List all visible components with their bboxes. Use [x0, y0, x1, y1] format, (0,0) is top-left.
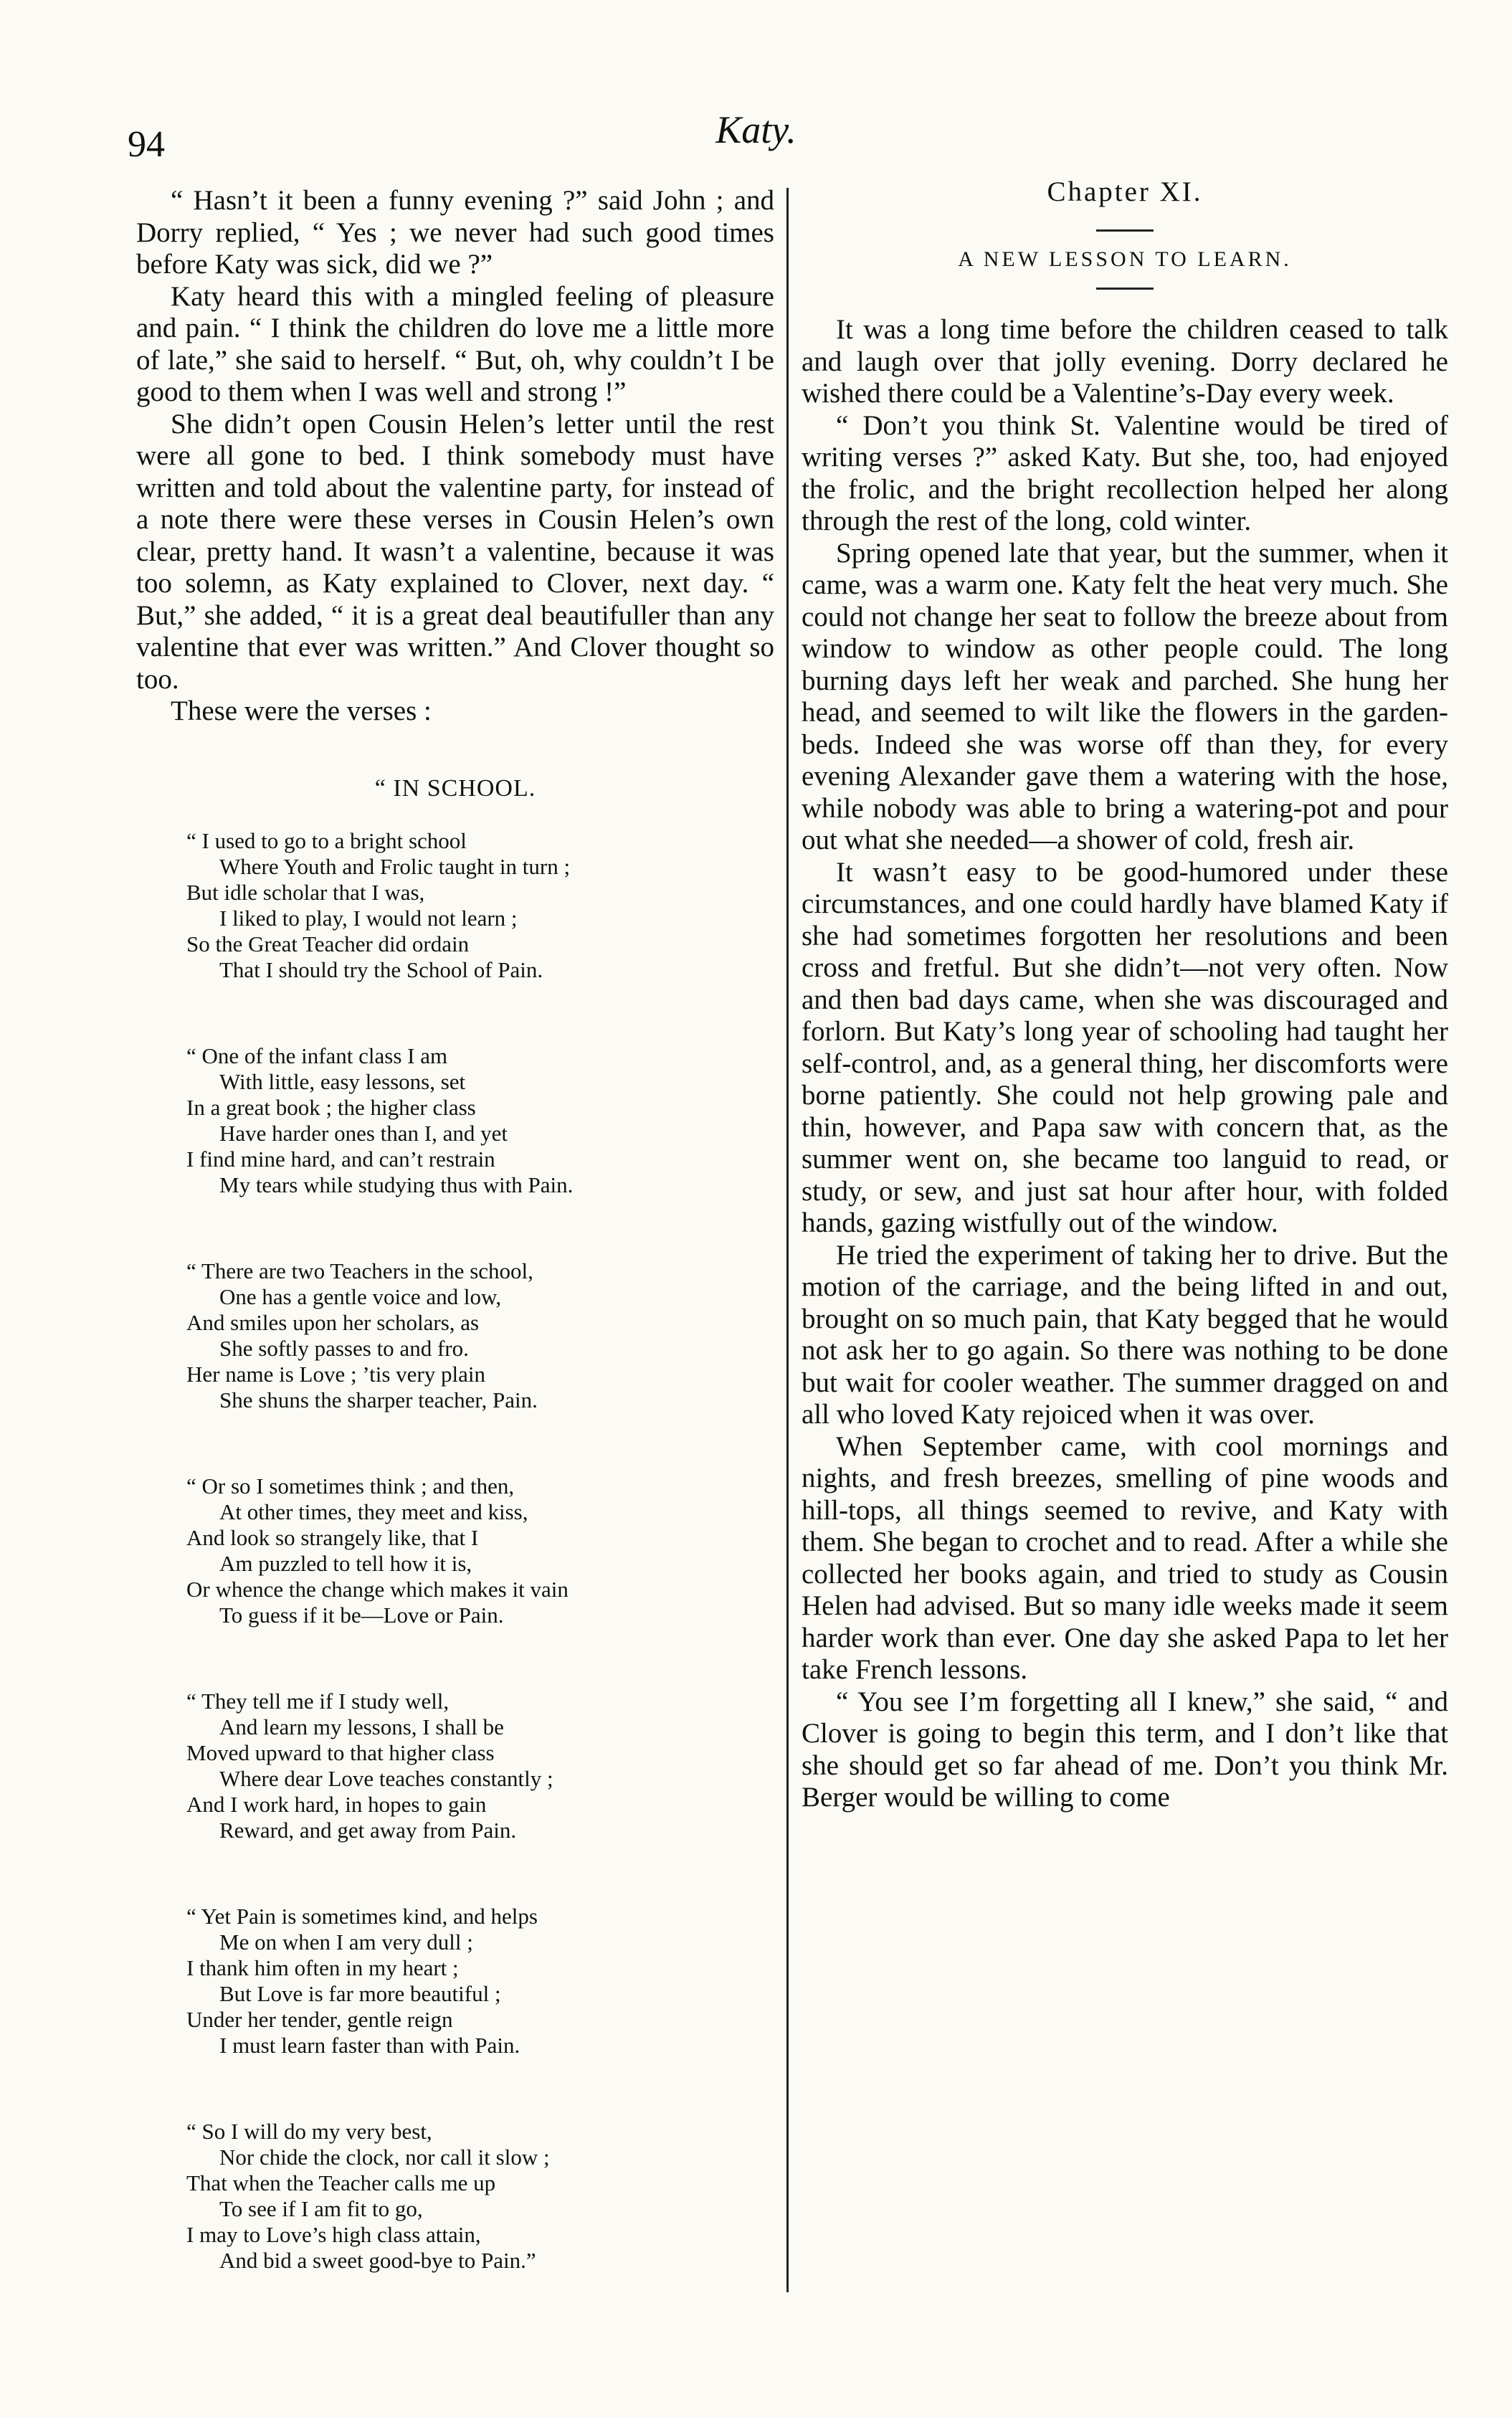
paragraph: It wasn’t easy to be good-humored under these circumstances, and one could hardly have blamed Katy if she had sometimes forgotten her resolutions and been cross and fretful. But she didn’t—not very often. Now and then bad days came, when she was discouraged and forlorn. But Katy’s long year of schooling had taught her self-control, and, as a general thing, her discomforts were borne patiently. She could not help growing pale and thin, however, and Papa saw with concern that, as the summer went on, she became too languid to read, or study, or sew, and just sat hour after hour, with folded hands, gazing wistfully out of the window. — [802, 856, 1448, 1238]
paragraph: “ You see I’m forgetting all I knew,” she said, “ and Clover is going to begin this term, and I don’t like that she should get so far ahead of me. Don’t you think Mr. Berger would be willing to come — [802, 1686, 1448, 1813]
poem-title: “ IN SCHOOL. — [374, 774, 536, 802]
poem-line: Her name is Love ; ’tis very plain — [186, 1361, 485, 1387]
poem-line: Moved upward to that higher class — [186, 1739, 495, 1765]
stanza — [186, 1043, 774, 1198]
left-column — [136, 185, 774, 2274]
poem-line: But idle scholar that I was, — [186, 879, 425, 905]
paragraph: Spring opened late that year, but the summer, when it came, was a warm one. Katy felt the heat very much. She could not change her seat to follow the breeze about from window to window as other people could. The long burning days left her weak and parched. She hung her head, and seemed to wilt like the flowers in the garden-beds. Indeed she was worse off than they, for every evening Alexander gave them a watering with the hose, while nobody was able to bring a watering-pot and pour out what she needed—a shower of cold, fresh air. — [802, 537, 1448, 855]
poem-line: And I work hard, in hopes to gain — [186, 1791, 487, 1817]
stanza — [186, 2119, 774, 2274]
poem-line: Me on when I am very dull ; — [219, 1929, 473, 1955]
running-title: Katy. — [715, 108, 797, 151]
poem-line: “ I used to go to a bright school — [186, 827, 467, 853]
poem-line: That when the Teacher calls me up — [186, 2170, 496, 2195]
poem-line: To see if I am fit to go, — [219, 2195, 423, 2221]
poem-line: She shuns the sharper teacher, Pain. — [219, 1387, 538, 1412]
poem-line: I must learn faster than with Pain. — [219, 2032, 520, 2058]
stanza — [186, 1473, 774, 1628]
poem-line: She softly passes to and fro. — [219, 1335, 469, 1361]
stanza — [186, 1258, 774, 1413]
poem-line: With little, easy lessons, set — [219, 1068, 466, 1094]
poem-line: At other times, they meet and kiss, — [219, 1499, 528, 1524]
poem-line: And learn my lessons, I shall be — [219, 1714, 504, 1739]
paragraph: It was a long time before the children ceased to talk and laugh over that jolly evening. Dorry declared he wished there could be a Valentine’s-Day every week. — [802, 314, 1448, 409]
paragraph: “ Hasn’t it been a funny evening ?” said John ; and Dorry replied, “ Yes ; we never had such good times before Katy was sick, did we ?” — [136, 185, 774, 280]
poem-line: Under her tender, gentle reign — [186, 2006, 453, 2032]
paragraph: “ Don’t you think St. Valentine would be tired of writing verses ?” asked Katy. But she, too, had enjoyed the frolic, and the bright recollection helped her along through the rest of the long, cold winter. — [802, 409, 1448, 536]
page-number: 94 — [128, 124, 165, 165]
chapter-rule — [1096, 288, 1154, 290]
stanza — [186, 1904, 774, 2059]
stanza — [186, 828, 774, 983]
poem-line: Where Youth and Frolic taught in turn ; — [219, 853, 571, 879]
paragraph: Katy heard this with a mingled feeling of pleasure and pain. “ I think the children do love me a little more of late,” she said to herself. “ But, oh, why couldn’t I be good to them when I was well and strong !” — [136, 280, 774, 407]
poem-line: One has a gentle voice and low, — [219, 1283, 502, 1309]
poem-line: And bid a sweet good-bye to Pain.” — [219, 2247, 536, 2273]
paragraph: These were the verses : — [171, 695, 432, 726]
poem-line: That I should try the School of Pain. — [219, 956, 543, 982]
poem — [136, 828, 774, 2274]
poem-line: I thank him often in my heart ; — [186, 1955, 459, 1980]
paragraph: She didn’t open Cousin Helen’s letter until the rest were all gone to bed. I think somebody must have written and told about the valentine party, for instead of a note there were these verses in Cousin Helen’s own clear, pretty hand. It wasn’t a valentine, because it was too solemn, as Katy explained to Clover, next day. “ But,” she added, “ it is a great deal beautifuller than any valentine that ever was written.” And Clover thought so too. — [136, 408, 774, 695]
paragraph: When September came, with cool mornings and nights, and fresh breezes, smelling of pine woods and hill-tops, all things seemed to revive, and Katy with them. She began to crochet and to read. After a while she collected her books again, and tried to study as Cousin Helen had advised. But so many idle weeks made it seem harder work than ever. One day she asked Papa to let her take French lessons. — [802, 1430, 1448, 1685]
poem-line: I find mine hard, and can’t restrain — [186, 1146, 495, 1172]
poem-line: So the Great Teacher did ordain — [186, 931, 470, 956]
poem-line: I liked to play, I would not learn ; — [219, 905, 518, 931]
poem-line: “ Or so I sometimes think ; and then, — [186, 1473, 515, 1499]
poem-line: “ There are two Teachers in the school, — [186, 1258, 533, 1283]
poem-line: Reward, and get away from Pain. — [219, 1817, 517, 1843]
chapter-rule — [1096, 229, 1154, 232]
poem-line: “ One of the infant class I am — [186, 1043, 448, 1068]
poem-line: And smiles upon her scholars, as — [186, 1309, 480, 1335]
chapter-text — [802, 314, 1448, 1814]
poem-line: My tears while studying thus with Pain. — [219, 1172, 574, 1197]
poem-line: Nor chide the clock, nor call it slow ; — [219, 2144, 550, 2170]
chapter-heading: Chapter XI. — [1047, 176, 1203, 207]
stanza — [186, 1689, 774, 1843]
poem-line: Where dear Love teaches constantly ; — [219, 1765, 553, 1791]
column-divider — [786, 188, 789, 2292]
paragraph: He tried the experiment of taking her to drive. But the motion of the carriage, and the being lifted in and out, brought on so much pain, that Katy begged that he would not ask her to go again. So there was nothing to be done but wait for cooler weather. The summer dragged on and all who loved Katy rejoiced when it was over. — [802, 1239, 1448, 1430]
poem-line: Am puzzled to tell how it is, — [219, 1550, 472, 1576]
poem-line: “ Yet Pain is sometimes kind, and helps — [186, 1903, 538, 1929]
chapter-title: A NEW LESSON TO LEARN. — [958, 247, 1292, 271]
poem-line: Or whence the change which makes it vain — [186, 1576, 569, 1602]
poem-line: To guess if it be—Love or Pain. — [219, 1602, 504, 1628]
poem-line: “ They tell me if I study well, — [186, 1688, 450, 1714]
right-column — [802, 171, 1448, 1814]
poem-line: “ So I will do my very best, — [186, 2118, 432, 2144]
poem-line: In a great book ; the higher class — [186, 1094, 476, 1120]
poem-line: And look so strangely like, that I — [186, 1524, 479, 1550]
poem-line: Have harder ones than I, and yet — [219, 1120, 508, 1146]
poem-line: But Love is far more beautiful ; — [219, 1980, 501, 2006]
poem-line: I may to Love’s high class attain, — [186, 2221, 481, 2247]
